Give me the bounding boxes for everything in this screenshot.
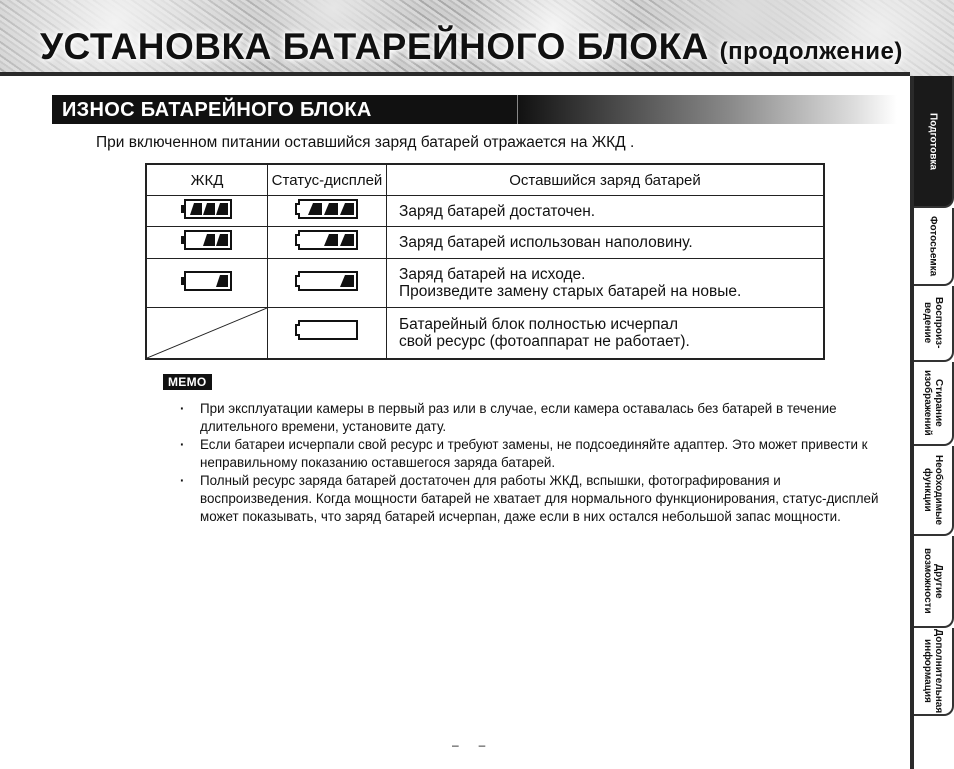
table-row <box>146 259 824 307</box>
table-header-row <box>146 164 824 196</box>
remaining-description: Заряд батарей использован наполовину. <box>387 227 825 259</box>
column-header-remaining: Оставшийся заряд батарей <box>387 164 825 196</box>
page-number-marks: – – <box>452 738 486 752</box>
tab-additional[interactable]: Дополнительная информация <box>914 628 954 716</box>
lcd-battery-cell <box>146 259 268 307</box>
list-item: · Если батареи исчерпали свой ресурс и требуют замены, не подсоединяйте адаптер. Это может привести к неправильному показанию оставшегося заряда батарей. <box>178 436 888 472</box>
intro-text: При включенном питании оставшийся заряд батарей отражается на ЖКД . <box>96 134 635 151</box>
lcd-battery-full-icon <box>181 199 233 219</box>
list-item: · Полный ресурс заряда батарей достаточен для работы ЖКД, вспышки, фотографирования и воспроизведения. Когда мощности батарей не хватает для нормального функционирования, статус-дисплей может показывать, что заряд батарей исчерпан, даже если в них остался небольшой запас мощности. <box>178 472 888 526</box>
table-row <box>146 196 824 227</box>
status-battery-cell <box>268 259 387 307</box>
lcd-battery-low-icon <box>181 271 233 291</box>
tab-functions[interactable]: Необходимые функции <box>914 446 954 536</box>
memo-list <box>178 400 888 526</box>
tab-erase[interactable]: Стирание изображений <box>914 362 954 446</box>
lcd-blank-cell <box>146 307 268 359</box>
lcd-battery-half-icon <box>181 230 233 250</box>
status-battery-full-icon <box>295 198 359 220</box>
column-header-status-display: Статус-дисплей <box>268 164 387 196</box>
page-title-main: УСТАНОВКА БАТАРЕЙНОГО БЛОКА <box>40 26 709 67</box>
table-row <box>146 307 824 359</box>
status-battery-low-icon <box>295 270 359 292</box>
column-header-lcd: ЖКД <box>146 164 268 196</box>
list-item: · При эксплуатации камеры в первый раз или в случае, если камера оставалась без батарей в течение длительного времени, установите дату. <box>178 400 888 436</box>
battery-status-table <box>145 163 825 360</box>
lcd-battery-cell <box>146 227 268 259</box>
status-battery-half-icon <box>295 229 359 251</box>
tab-other[interactable]: Другие возможности <box>914 536 954 628</box>
tab-playback[interactable]: Воспроиз- ведение <box>914 286 954 362</box>
section-bar-divider <box>517 95 518 124</box>
remaining-description: Батарейный блок полностью исчерпал свой ресурс (фотоаппарат не работает). <box>387 307 825 359</box>
table-row <box>146 227 824 259</box>
page-title <box>40 26 903 68</box>
page-title-subtitle: (продолжение) <box>719 38 903 65</box>
header-rule <box>0 72 910 76</box>
side-tabs <box>914 76 954 716</box>
tab-preparation[interactable]: Подготовка <box>914 76 954 208</box>
section-heading-bar <box>52 95 897 124</box>
status-battery-cell <box>268 307 387 359</box>
status-battery-empty-icon <box>295 319 359 341</box>
lcd-battery-cell <box>146 196 268 227</box>
status-battery-cell <box>268 196 387 227</box>
remaining-description: Заряд батарей достаточен. <box>387 196 825 227</box>
header-banner <box>0 0 954 76</box>
memo-badge: MEMO <box>163 374 212 390</box>
tab-shooting[interactable]: Фотосьемка <box>914 208 954 286</box>
status-battery-cell <box>268 227 387 259</box>
section-title: ИЗНОС БАТАРЕЙНОГО БЛОКА <box>62 99 372 121</box>
remaining-description: Заряд батарей на исходе. Произведите замену старых батарей на новые. <box>387 259 825 307</box>
diagonal-line <box>147 308 267 358</box>
